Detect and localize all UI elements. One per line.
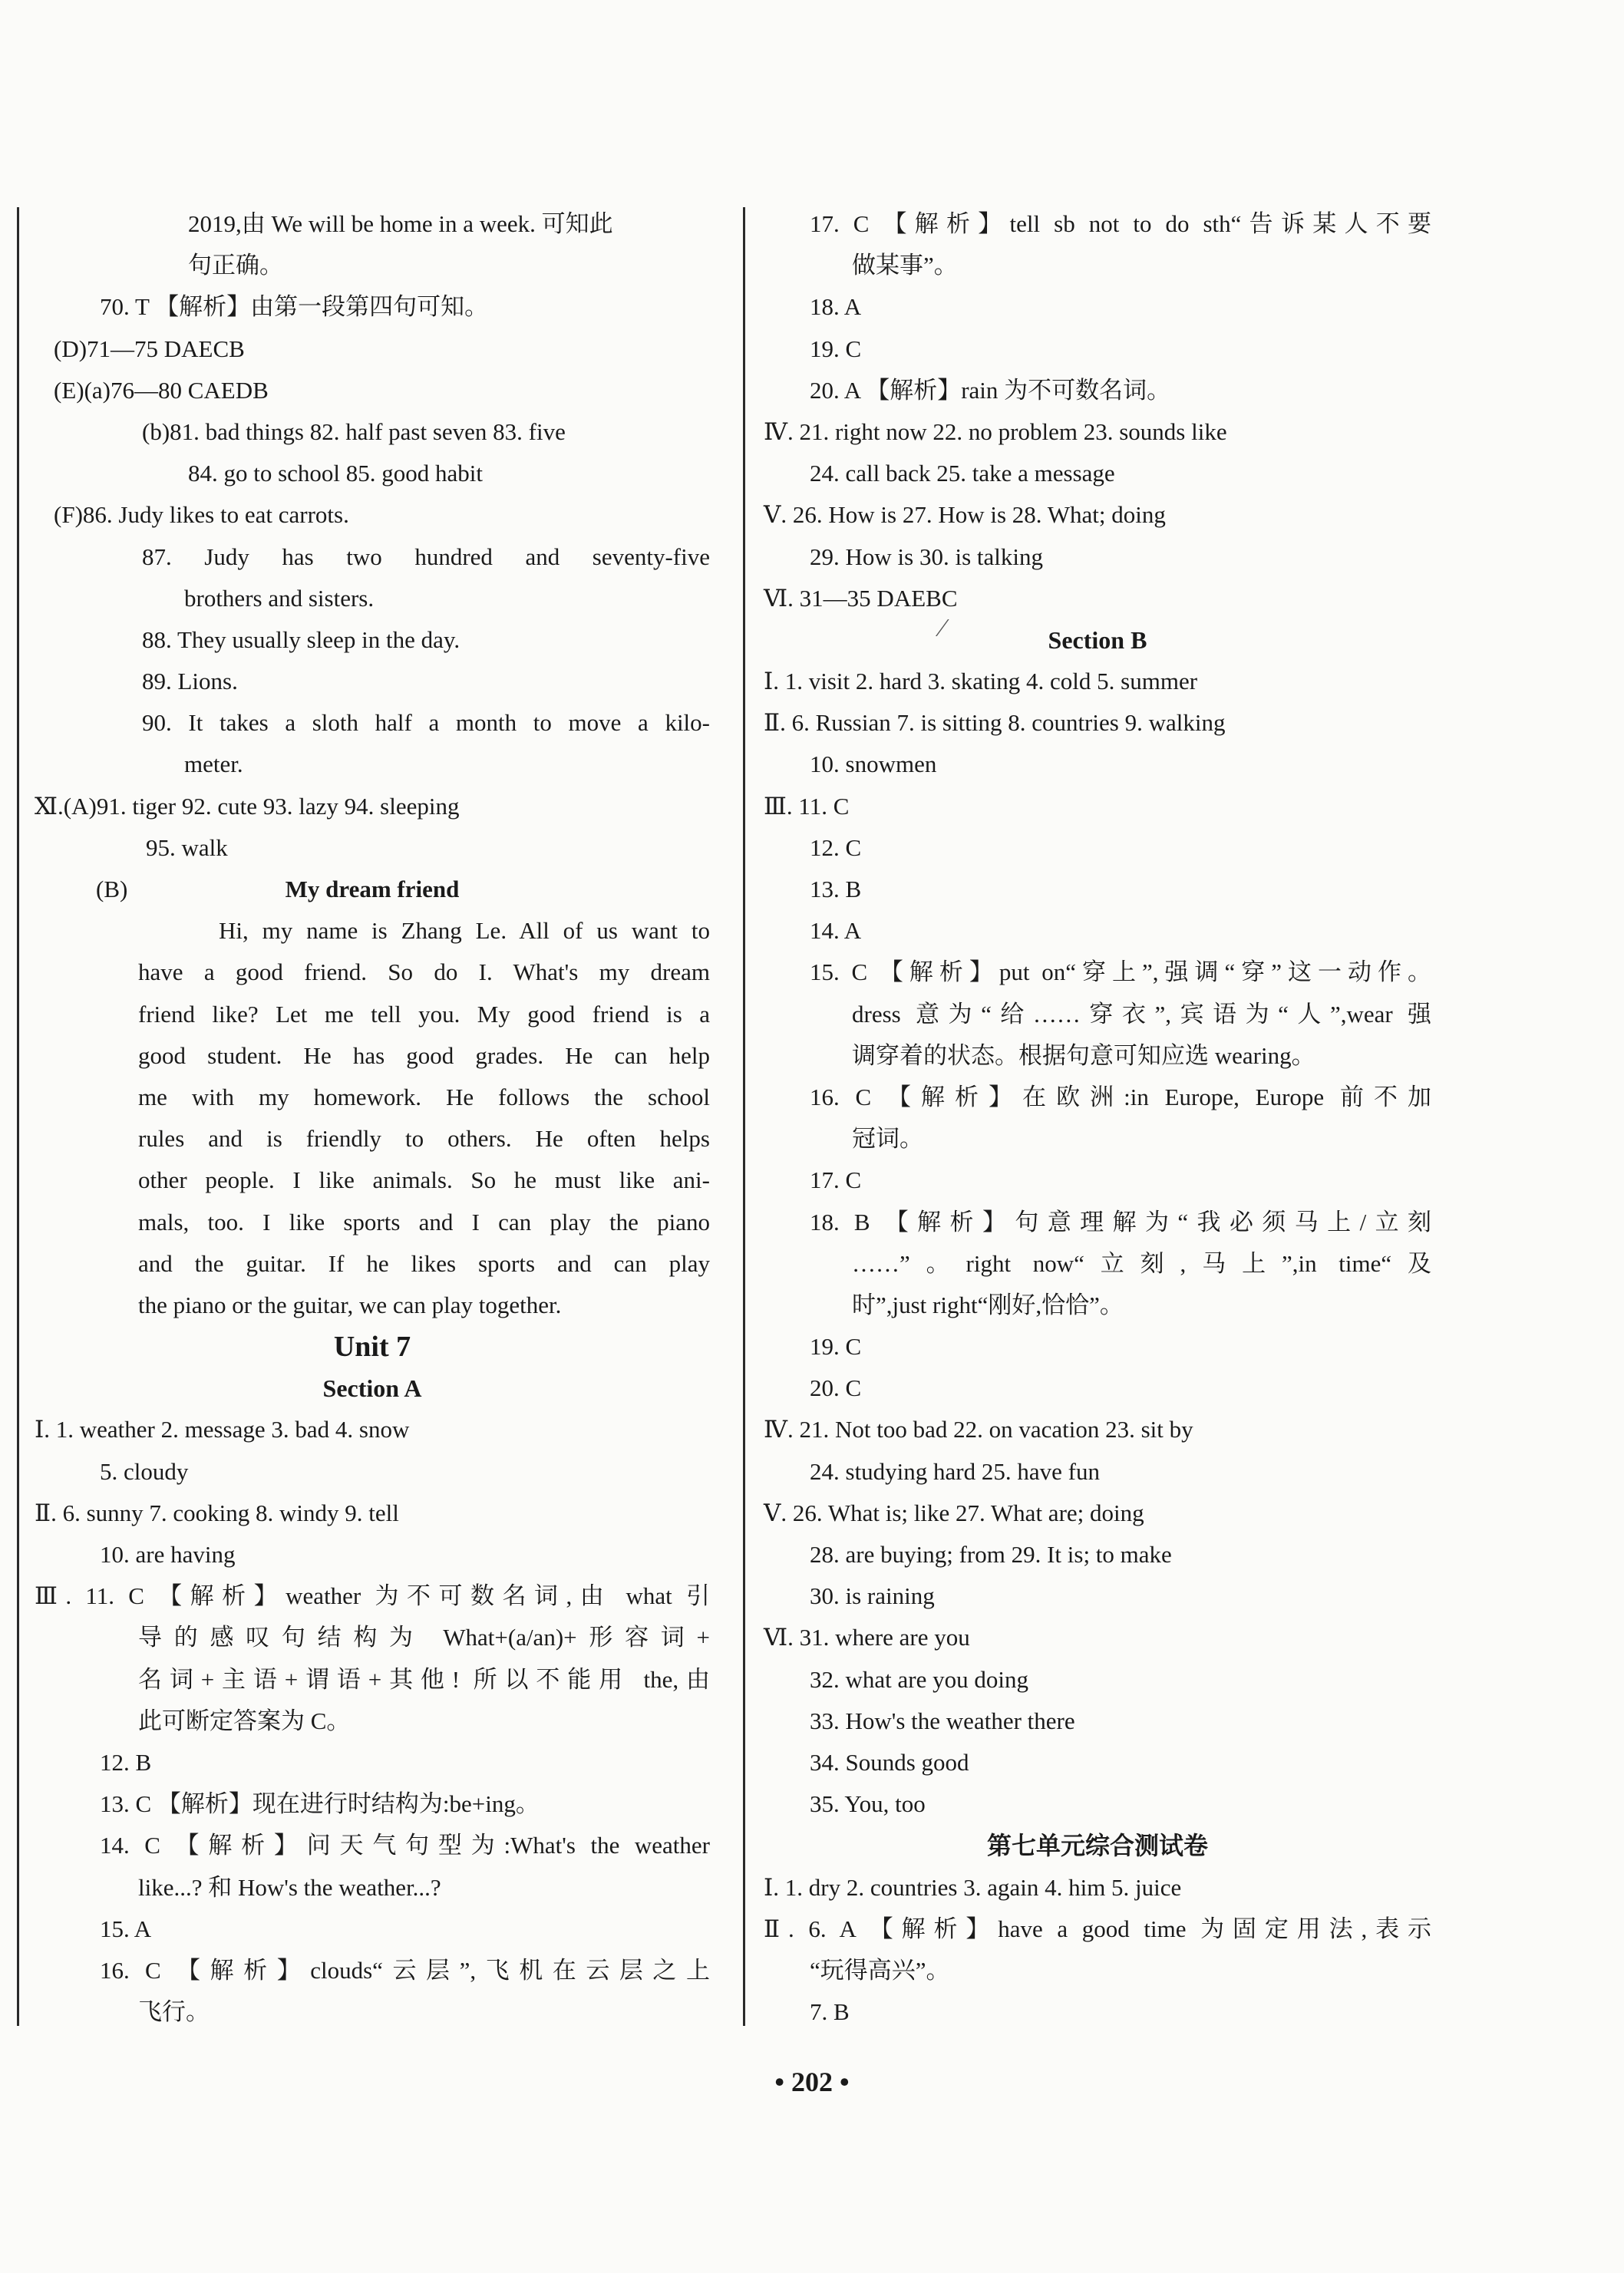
answer-line: good student. He has good grades. He can help — [138, 1041, 710, 1069]
answer-line: 名词+主语+谓语+其他! 所以不能用 the,由 — [138, 1665, 710, 1693]
answer-line: 时”,just right“刚好,恰恰”。 — [852, 1291, 1124, 1318]
answer-line: 12. C — [810, 833, 862, 861]
answer-line: 做某事”。 — [852, 252, 958, 279]
page-number: • 202 • — [774, 2067, 850, 2097]
answer-line: 冠词。 — [852, 1125, 923, 1153]
answer-line: 句正确。 — [188, 252, 283, 279]
answer-line: other people. I like animals. So he must like ani- — [138, 1166, 710, 1194]
answer-line: 7. B — [810, 1998, 850, 2026]
answer-line: 88. They usually sleep in the day. — [142, 625, 460, 653]
answer-line: 24. studying hard 25. have fun — [810, 1457, 1100, 1485]
answer-line: 17. C — [810, 1166, 862, 1194]
answer-line: friend like? Let me tell you. My good friend is a — [138, 1000, 710, 1028]
pencil-mark: ⁄ — [940, 614, 945, 642]
answer-line: 89. Lions. — [142, 668, 238, 695]
answer-line: (E)(a)76—80 CAEDB — [54, 376, 269, 404]
answer-line: brothers and sisters. — [184, 584, 375, 612]
section-heading: Section B — [1048, 625, 1147, 654]
answer-line: 18. A — [810, 293, 862, 321]
answer-line: 35. You, too — [810, 1790, 926, 1818]
answer-line: Ⅴ. 26. How is 27. How is 28. What; doing — [764, 501, 1166, 529]
answer-line: Ⅰ. 1. visit 2. hard 3. skating 4. cold 5. summer — [764, 668, 1198, 695]
answer-line: Ⅺ.(A)91. tiger 92. cute 93. lazy 94. sleeping — [35, 792, 460, 820]
answer-line: have a good friend. So do I. What's my dream — [138, 958, 710, 986]
answer-line: rules and is friendly to others. He often helps — [138, 1125, 710, 1153]
answer-line: Ⅵ. 31. where are you — [764, 1624, 970, 1651]
answer-line: 此可断定答案为 C。 — [138, 1707, 351, 1734]
answer-line: 13. C 【解析】现在进行时结构为:be+ing。 — [100, 1790, 540, 1818]
answer-line: 2019,由 We will be home in a week. 可知此 — [188, 210, 613, 237]
answer-line: 32. what are you doing — [810, 1665, 1028, 1693]
answer-line: mals, too. I like sports and I can play the piano — [138, 1208, 710, 1235]
subsection-label: (B) — [96, 876, 128, 902]
answer-line: 20. A 【解析】rain 为不可数名词。 — [810, 376, 1171, 404]
answer-line: Ⅱ. 6. A 【解析】have a good time 为固定用法,表示 — [764, 1915, 1431, 1942]
answer-line: 84. go to school 85. good habit — [188, 460, 484, 487]
answer-line: (b)81. bad things 82. half past seven 83. five — [142, 417, 566, 445]
answer-line: 29. How is 30. is talking — [810, 543, 1043, 570]
left-column — [35, 203, 710, 2033]
answer-line: “玩得高兴”。 — [810, 1956, 950, 1984]
answer-line: like...? 和 How's the weather...? — [138, 1873, 441, 1901]
answer-line: 14. C 【解析】问天气句型为:What's the weather — [100, 1832, 710, 1859]
answer-line: 13. B — [810, 876, 862, 902]
section-heading: Unit 7 — [333, 1331, 411, 1364]
answer-line: Ⅴ. 26. What is; like 27. What are; doing — [764, 1499, 1144, 1526]
answer-line: 19. C — [810, 335, 862, 362]
answer-line: 18. B 【解析】句意理解为“我必须马上/立刻 — [810, 1208, 1431, 1235]
answer-line: meter. — [184, 751, 243, 778]
answer-line: Ⅳ. 21. Not too bad 22. on vacation 23. sit by — [764, 1416, 1193, 1443]
answer-line: and the guitar. If he likes sports and can play — [138, 1249, 710, 1277]
section-heading: 第七单元综合测试卷 — [986, 1832, 1208, 1860]
answer-line: Ⅵ. 31—35 DAEBC — [764, 584, 958, 612]
answer-line: 5. cloudy — [100, 1457, 189, 1485]
answer-line: dress 意为“给……穿衣”,宾语为“人”,wear 强 — [852, 1000, 1431, 1028]
column-divider-rule — [743, 207, 745, 2026]
left-margin-rule — [17, 207, 19, 2026]
answer-line: 33. How's the weather there — [810, 1707, 1075, 1734]
answer-line: (D)71—75 DAECB — [54, 335, 245, 362]
answer-line: Ⅲ. 11. C — [764, 792, 850, 820]
answer-line: 28. are buying; from 29. It is; to make — [810, 1541, 1172, 1568]
answer-line: ……”。right now“立刻,马上”,in time“及 — [852, 1249, 1431, 1277]
answer-line: 90. It takes a sloth half a month to move a kilo- — [142, 709, 710, 737]
answer-line: Ⅲ. 11. C 【解析】weather 为不可数名词,由 what 引 — [35, 1582, 710, 1610]
answer-line: Ⅰ. 1. dry 2. countries 3. again 4. him 5. juice — [764, 1873, 1182, 1901]
answer-line: 24. call back 25. take a message — [810, 460, 1115, 487]
answer-line: 70. T 【解析】由第一段第四句可知。 — [100, 293, 489, 321]
answer-line: Ⅱ. 6. sunny 7. cooking 8. windy 9. tell — [35, 1499, 399, 1526]
subsection-row — [35, 869, 710, 910]
answer-line: 15. A — [100, 1915, 152, 1942]
answer-line: 87. Judy has two hundred and seventy-five — [142, 543, 710, 570]
answer-line: 17. C 【解析】tell sb not to do sth“告诉某人不要 — [810, 210, 1431, 237]
answer-line: 飞行。 — [138, 1998, 210, 2026]
answer-line: 16. C 【解析】clouds“云层”,飞机在云层之上 — [100, 1956, 710, 1984]
answer-line: 12. B — [100, 1748, 152, 1776]
answer-line: 10. are having — [100, 1541, 236, 1568]
answer-line: 30. is raining — [810, 1582, 935, 1610]
right-column — [764, 203, 1431, 2033]
essay-title: My dream friend — [285, 876, 460, 902]
answer-line: 15. C 【解析】put on“穿上”,强调“穿”这一动作。 — [810, 958, 1431, 986]
answer-line: (F)86. Judy likes to eat carrots. — [54, 501, 349, 529]
answer-line: 10. snowmen — [810, 751, 937, 778]
answer-line: 19. C — [810, 1333, 862, 1361]
answer-line: Ⅰ. 1. weather 2. message 3. bad 4. snow — [35, 1416, 410, 1443]
answer-line: 34. Sounds good — [810, 1748, 969, 1776]
answer-line: 20. C — [810, 1374, 862, 1402]
answer-line: Ⅱ. 6. Russian 7. is sitting 8. countries 9. walking — [764, 709, 1226, 737]
answer-line: Hi, my name is Zhang Le. All of us want to — [219, 917, 710, 945]
answer-line: 14. A — [810, 917, 862, 945]
answer-line: 16. C 【解析】在欧洲:in Europe, Europe 前不加 — [810, 1083, 1431, 1110]
answer-line: 调穿着的状态。根据句意可知应选 wearing。 — [852, 1041, 1315, 1069]
answer-line: 导的感叹句结构为 What+(a/an)+形容词+ — [138, 1624, 710, 1651]
answer-line: the piano or the guitar, we can play together. — [138, 1291, 562, 1318]
section-heading: Section A — [322, 1374, 422, 1403]
answer-line: 95. walk — [146, 833, 228, 861]
answer-line: me with my homework. He follows the school — [138, 1083, 710, 1110]
answer-line: Ⅳ. 21. right now 22. no problem 23. sounds like — [764, 417, 1227, 445]
